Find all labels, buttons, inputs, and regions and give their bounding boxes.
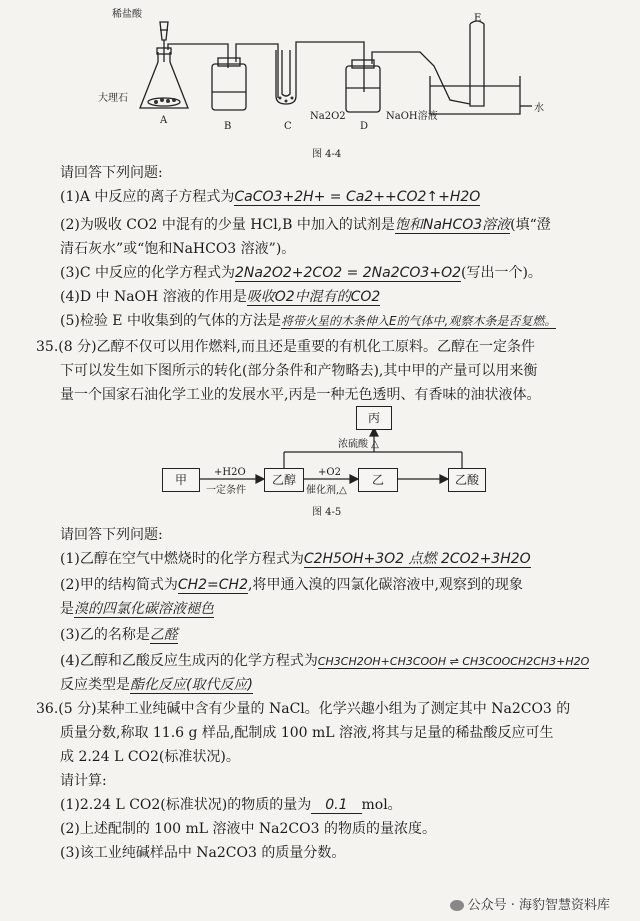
acid-label: 稀盐酸 [112,9,142,20]
flow-node-acetic-acid: 乙酸 [448,468,486,492]
cond1-top: +H2O [214,467,246,478]
q35-4-line2-text: 反应类型是 [60,677,130,693]
q35-4-answer: CH3CH2OH+CH3COOH ⇌ CH3COOCH2CH3+H2O [317,655,590,668]
q36-stem-line1: 36.(5 分)某种工业纯碱中含有少量的 NaCl。化学兴趣小组为了测定其中 Na2CO3 的 [36,701,571,717]
cond2-bottom: 催化剂,△ [306,485,347,496]
flow-node-bing: 丙 [356,406,392,430]
watermark-text: 公众号 · 海豹智慧资料库 [467,898,610,913]
q34-5-text: (5)检验 E 中收集到的气体的方法是 [60,313,281,329]
q35-1-answer: C2H5OH+3O2 点燃 2CO2+3H2O [303,551,531,567]
q34-5-answer: 将带火星的木条伸入E的气体中,观察木条是否复燃。 [280,314,557,328]
q34-1 [60,188,480,206]
cond3: 浓硫酸 △ [338,439,379,450]
q35-intro: 请回答下列问题: [60,527,163,543]
q34-intro: 请回答下列问题: [60,165,163,181]
cond1-bottom: 一定条件 [206,485,246,496]
q35-stem-line1: 35.(8 分)乙醇不仅可以用作燃料,而且还是重要的有机化工原料。乙醇在一定条件 [36,339,535,355]
q35-2-answer-structure: CH2=CH2 [177,577,248,593]
q34-1-answer: CaCO3+2H+ = Ca2++CO2↑+H2O [234,189,481,205]
q35-2-line2 [60,600,214,618]
conversion-flow-arrows [0,400,640,520]
q36-3: (3)该工业纯碱样品中 Na2CO3 的质量分数。 [60,845,346,861]
label-e: E [474,13,482,24]
q34-3 [60,264,542,282]
q36-2: (2)上述配制的 100 mL 溶液中 Na2CO3 的物质的量浓度。 [60,821,436,837]
q34-2 [60,216,551,234]
q34-2-answer: 饱和NaHCO3溶液 [394,217,511,233]
q34-3-text: (3)C 中反应的化学方程式为 [60,265,235,281]
marble-label: 大理石 [98,93,128,104]
label-b: B [224,121,232,132]
q34-1-text: (1)A 中反应的离子方程式为 [60,189,235,205]
watermark [450,894,610,913]
q35-2 [60,576,523,594]
q35-2-text-mid: ,将甲通入溴的四氯化碳溶液中,观察到的现象 [248,577,523,593]
na2o2-label: Na2O2 [310,111,346,122]
q35-2-line2-text: 是 [60,601,74,617]
q35-2-answer-phenomenon: 溴的四氯化碳溶液褪色 [74,601,214,617]
naoh-label: NaOH溶液 [386,111,438,122]
q34-5 [60,312,556,330]
q34-4 [60,288,380,306]
q36-stem-line2: 质量分数,称取 11.6 g 样品,配制成 100 mL 溶液,将其与足量的稀盐酸反应可生 [60,725,554,741]
label-c: C [284,121,292,132]
q34-2-text: (2)为吸收 CO2 中混有的少量 HCl,B 中加入的试剂是 [60,217,395,233]
q35-1 [60,550,531,568]
q35-1-text: (1)乙醇在空气中燃烧时的化学方程式为 [60,551,304,567]
q34-4-answer: 吸收O2中混有的CO2 [246,289,381,305]
q34-3-hint: (写出一个)。 [461,265,542,281]
q34-3-answer: 2Na2O2+2CO2 = 2Na2CO3+O2 [235,265,461,281]
q36-intro: 请计算: [60,773,107,789]
q35-4-line2 [60,676,253,694]
q35-4 [60,652,589,671]
q34-2-line2: 清石灰水”或“饱和NaHCO3 溶液”)。 [60,241,296,257]
q35-stem-line2: 下可以发生如下图所示的转化(部分条件和产物略去),其中甲的产量可以用来衡 [60,363,538,379]
figure-caption-4-5: 图 4-5 [312,507,342,518]
q34-4-text: (4)D 中 NaOH 溶液的作用是 [60,289,247,305]
label-d: D [360,121,369,132]
apparatus-diagram [0,0,640,150]
figure-caption-4-4: 图 4-4 [312,149,342,160]
q36-1-unit: mol。 [361,797,402,813]
q36-1-text: (1)2.24 L CO2(标准状况)的物质的量为 [60,797,312,813]
flow-node-ethanol: 乙醇 [264,468,304,492]
label-a: A [160,115,168,126]
q35-4-answer-type: 酯化反应(取代反应) [130,677,253,693]
q35-stem-line3: 量一个国家石油化学工业的发展水平,丙是一种无色透明、有香味的油状液体。 [60,387,541,403]
cond2-top: +O2 [318,467,341,478]
q34-2-hint: (填“澄 [510,217,551,233]
flow-node-jia: 甲 [162,468,200,492]
q35-2-text: (2)甲的结构简式为 [60,577,178,593]
q35-3 [60,626,178,644]
water-label: 水 [534,103,544,114]
q35-4-text: (4)乙醇和乙酸反应生成丙的化学方程式为 [60,653,318,669]
q36-stem-line3: 成 2.24 L CO2(标准状况)。 [60,749,240,765]
q35-3-text: (3)乙的名称是 [60,627,150,643]
wechat-icon [450,900,464,911]
q36-1 [60,796,402,814]
flow-node-yi: 乙 [358,468,398,492]
q35-3-answer: 乙醛 [149,627,178,643]
q36-1-answer: 0.1 [311,797,361,814]
